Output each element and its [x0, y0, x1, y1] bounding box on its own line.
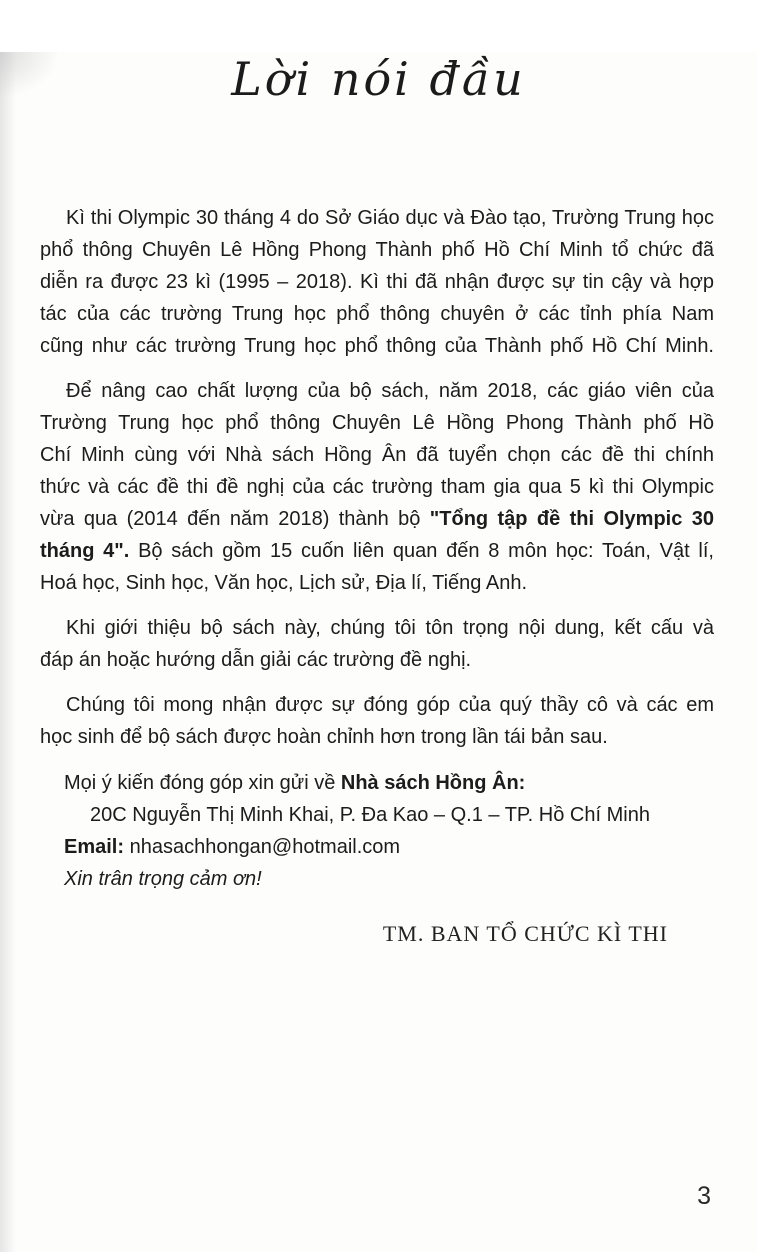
signature-line: TM. BAN TỔ CHỨC KÌ THI [382, 921, 668, 946]
contact-block [40, 767, 714, 895]
text-line: Chí Minh cùng với Nhà sách Hồng Ân đã tuyển chọn các đề thi chính [40, 444, 714, 466]
text-line: tác của các trường Trung học phổ thông chuyên ở các tỉnh phía Nam [40, 303, 714, 325]
text-line: học sinh để bộ sách được hoàn chỉnh hơn trong lần tái bản sau. [40, 726, 608, 748]
body-text [40, 202, 714, 947]
publisher-name: Nhà sách Hồng Ân: [340, 772, 526, 794]
text-line: Khi giới thiệu bộ sách này, chúng tôi tôn trọng nội dung, kết cấu và [66, 617, 714, 639]
paragraph-4 [40, 689, 714, 753]
text-line: Hoá học, Sinh học, Văn học, Lịch sử, Địa lí, Tiếng Anh. [40, 572, 528, 594]
contact-intro-line [40, 767, 714, 799]
book-series-title-bold: tháng 4". [40, 540, 139, 562]
text-line: đáp án hoặc hướng dẫn giải các trường đề nghị. [40, 649, 472, 671]
text-segment: vừa qua (2014 đến năm 2018) thành bộ [40, 508, 430, 530]
text-line: Kì thi Olympic 30 tháng 4 do Sở Giáo dục và Đào tạo, Trường Trung học [66, 207, 714, 229]
text-segment: Mọi ý kiến đóng góp xin gửi về [64, 772, 341, 794]
text-line: diễn ra được 23 kì (1995 – 2018). Kì thi đã nhận được sự tin cậy và hợp [40, 271, 714, 293]
scan-edge-artifact [0, 52, 16, 1252]
text-segment: Bộ sách gồm 15 cuốn liên quan đến 8 môn học: Toán, Vật lí, [138, 540, 714, 562]
text-line: phổ thông Chuyên Lê Hồng Phong Thành phố Hồ Chí Minh tổ chức đã [40, 239, 714, 261]
text-line: thức và các đề thi đề nghị của các trường tham gia qua 5 kì thi Olympic [40, 476, 714, 498]
text-line [40, 535, 714, 567]
publisher-address: 20C Nguyễn Thị Minh Khai, P. Đa Kao – Q.1 – TP. Hồ Chí Minh [90, 804, 650, 826]
book-series-title-bold: "Tổng tập đề thi Olympic 30 [429, 508, 714, 530]
page-number: 3 [697, 1182, 711, 1210]
text-line: Để nâng cao chất lượng của bộ sách, năm 2018, các giáo viên của [66, 380, 714, 402]
paragraph-2 [40, 375, 714, 599]
paragraph-1 [40, 202, 714, 362]
contact-email-line [40, 831, 714, 863]
text-line: Chúng tôi mong nhận được sự đóng góp của quý thầy cô và các em [66, 694, 714, 716]
text-line: Trường Trung học phổ thông Chuyên Lê Hồng Phong Thành phố Hồ [40, 412, 714, 434]
email-address: nhasachhongan@hotmail.com [129, 836, 401, 858]
paragraph-3 [40, 612, 714, 676]
book-page [0, 52, 757, 1252]
thanks-line: Xin trân trọng cảm ơn! [64, 868, 262, 890]
text-line [40, 503, 714, 535]
email-label: Email: [64, 836, 130, 858]
page-title: Lời nói đầu [231, 52, 526, 106]
text-line: cũng như các trường Trung học phổ thông của Thành phố Hồ Chí Minh. [40, 335, 714, 357]
